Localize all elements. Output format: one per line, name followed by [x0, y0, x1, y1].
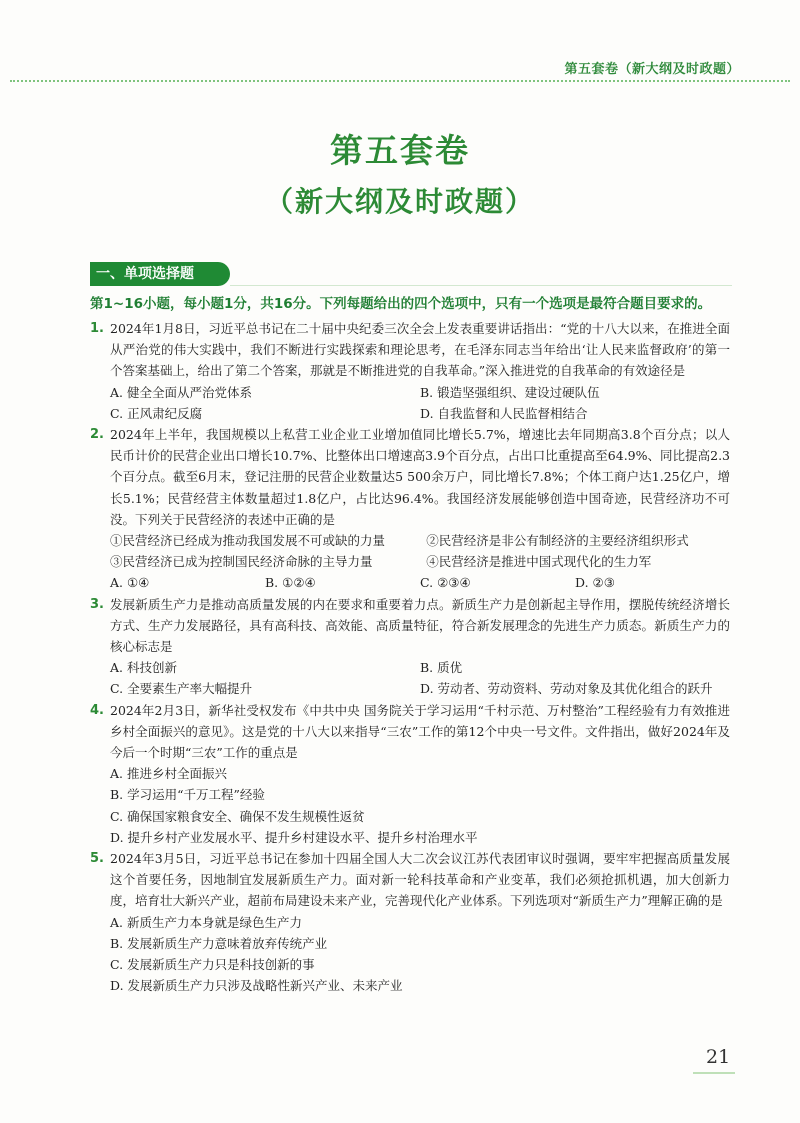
section-instructions: 第1~16小题，每小题1分，共16分。下列每题给出的四个选项中，只有一个选项是最符合题目要求的。 — [90, 296, 712, 312]
option-d[interactable]: D. 发展新质生产力只涉及战略性新兴产业、未来产业 — [110, 978, 403, 994]
question-text: 发展新质生产力是推动高质量发展的内在要求和重要着力点。新质生产力是创新起主导作用，摆脱传统经济增长方式、生产力发展路径，具有高科技、高效能、高质量特征，符合新发展理念的先进生产力质态。新质生产力的核心标志是 — [110, 596, 730, 655]
statement-1: ①民营经济已经成为推动我国发展不可或缺的力量 — [110, 533, 386, 549]
option-a[interactable]: A. 健全全面从严治党体系 — [110, 384, 252, 400]
option-list — [110, 382, 730, 424]
question-text: 2024年2月3日，新华社受权发布《中共中央 国务院关于学习运用“千村示范、万村整治”工程经验有力有效推进乡村全面振兴的意见》。这是党的十八大以来指导“三农”工作的第12个中央一号文件。文件指出，做好2024年及今后一个时期“三农”工作的重点是 — [110, 702, 730, 761]
question-number: 5. — [90, 851, 104, 867]
option-b[interactable]: B. ①②④ — [265, 575, 316, 591]
section-badge: 一、单项选择题 — [90, 262, 230, 286]
page-number: 21 — [706, 1046, 731, 1068]
option-b[interactable]: B. 学习运用“千万工程”经验 — [110, 787, 265, 803]
question-text: 2024年3月5日，习近平总书记在参加十四届全国人大二次会议江苏代表团审议时强调，要牢牢把握高质量发展这个首要任务，因地制宜发展新质生产力。面对新一轮科技革命和产业变革，我们必须抢抓机遇，加大创新力度，培育壮大新兴产业，超前布局建设未来产业，完善现代化产业体系。下列选项对“新质生产力”理解正确的是 — [110, 851, 730, 909]
section-rule — [230, 285, 732, 286]
header-dotted-rule — [10, 80, 790, 82]
option-c[interactable]: C. 全要素生产率大幅提升 — [110, 681, 253, 697]
option-a[interactable]: A. 推进乡村全面振兴 — [110, 766, 227, 782]
option-a[interactable]: A. ①④ — [110, 575, 150, 591]
option-b[interactable]: B. 发展新质生产力意味着放弃传统产业 — [110, 935, 328, 951]
question-number: 1. — [90, 321, 104, 336]
option-c[interactable]: C. 正风肃纪反腐 — [110, 405, 203, 421]
option-c[interactable]: C. 确保国家粮食安全、确保不发生规模性返贫 — [110, 808, 365, 824]
question-2 — [90, 424, 730, 594]
option-c[interactable]: C. 发展新质生产力只是科技创新的事 — [110, 957, 315, 973]
question-number: 4. — [90, 702, 104, 718]
question-3 — [90, 594, 730, 700]
option-d[interactable]: D. 自我监督和人民监督相结合 — [420, 405, 588, 421]
option-d[interactable]: D. 劳动者、劳动资料、劳动对象及其优化组合的跃升 — [420, 681, 713, 697]
question-number: 2. — [90, 427, 104, 443]
statement-list — [110, 530, 730, 572]
page-number-underline — [693, 1072, 735, 1074]
option-b[interactable]: B. 锻造坚强组织、建设过硬队伍 — [420, 384, 600, 400]
statement-3: ③民营经济已成为控制国民经济命脉的主导力量 — [110, 554, 373, 570]
question-number: 3. — [90, 596, 104, 612]
question-4 — [90, 700, 730, 848]
option-d[interactable]: D. ②③ — [575, 575, 615, 591]
question-5 — [90, 848, 730, 996]
option-list — [110, 657, 730, 699]
statement-4: ④民营经济是推进中国式现代化的生力军 — [426, 554, 652, 570]
question-text: 2024年上半年，我国规模以上私营工业企业工业增加值同比增长5.7%，增速比去年同期高3.8个百分点；以人民币计价的民营企业出口增长10.7%、比整体出口增速高3.9个百分点，占出口比重提高至64.9%、同比提高2.3个百分点。截至6月末，登记注册的民营企业数量达5 500余万户，同比增长7.8%；个体工商户达1.25亿户，增长5.1%；民营经营主体数量超过1.8亿户，占比达96.4%。我国经济发展能够创造中国奇迹，民营经济功不可没。下列关于民营经济的表述中正确的是 — [110, 427, 730, 527]
option-b[interactable]: B. 质优 — [420, 660, 463, 676]
statement-2: ②民营经济是非公有制经济的主要经济组织形式 — [426, 533, 689, 549]
running-header: 第五套卷（新大纲及时政题） — [564, 62, 740, 77]
option-a[interactable]: A. 科技创新 — [110, 660, 177, 676]
option-d[interactable]: D. 提升乡村产业发展水平、提升乡村建设水平、提升乡村治理水平 — [110, 829, 478, 845]
option-c[interactable]: C. ②③④ — [420, 575, 471, 591]
question-list — [90, 318, 730, 997]
page-subtitle: （新大纲及时政题） — [264, 185, 535, 218]
question-1 — [90, 318, 730, 424]
option-list — [110, 572, 730, 593]
page-title: 第五套卷 — [330, 131, 470, 170]
option-a[interactable]: A. 新质生产力本身就是绿色生产力 — [110, 914, 302, 930]
question-text: 2024年1月8日，习近平总书记在二十届中央纪委三次全会上发表重要讲话指出：“党的十八大以来，在推进全面从严治党的伟大实践中，我们不断进行实践探索和理论思考，在毛泽东同志当年给出‘让人民来监督政府’的第一个答案基础上，给出了第二个答案，那就是不断推进党的自我革命。”深入推进党的自我革命的有效途径是 — [110, 321, 730, 379]
